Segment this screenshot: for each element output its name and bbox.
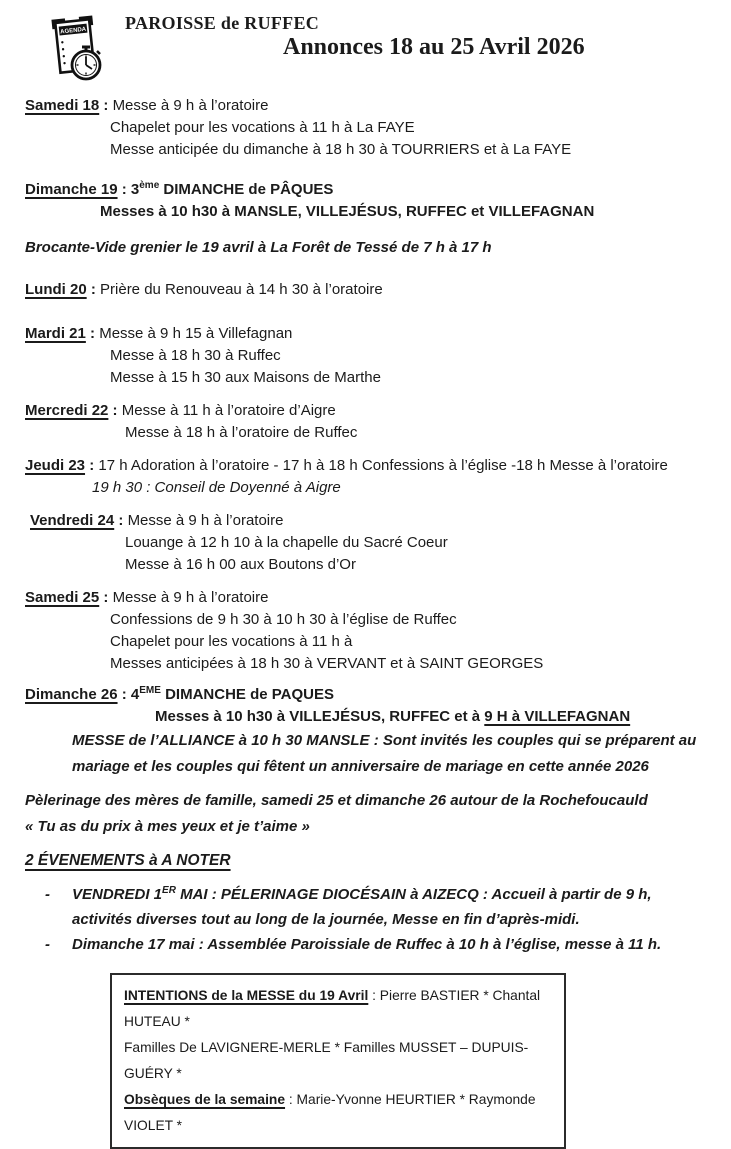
event-line: Messe à 18 h 30 à Ruffec [110, 347, 281, 364]
intentions-label: INTENTIONS de la MESSE du 19 Avril [124, 988, 369, 1003]
entry-line [25, 323, 706, 345]
day-label: Dimanche 19 [25, 181, 118, 198]
agenda-icon-label: AGENDA [59, 26, 87, 36]
page-title: Annonces 18 au 25 Avril 2026 [283, 34, 585, 60]
event-line: Confessions de 9 h 30 à 10 h 30 à l’église de Ruffec [110, 611, 457, 628]
entry-line [25, 510, 706, 532]
event-line: 19 h 30 : Conseil de Doyenné à Aigre [92, 479, 341, 496]
event-item [25, 882, 706, 932]
event-text: MAI : PÉLERINAGE DIOCÉSAIN à AIZECQ : Accueil à partir de 9 h, [175, 886, 652, 903]
parish-name: PAROISSE de RUFFEC [125, 13, 320, 33]
event-line: Messes à 10 h30 à MANSLE, VILLEJÉSUS, RUFFEC et VILLEFAGNAN [100, 203, 595, 220]
separator: : [117, 686, 131, 703]
ordinal-suffix: ER [162, 885, 176, 896]
separator: : [99, 589, 113, 606]
day-label: Vendredi 24 [30, 512, 115, 529]
event-line: Louange à 12 h 10 à la chapelle du Sacré Coeur [125, 534, 448, 551]
highlighted-time-place: 9 H à VILLEFAGNAN [484, 708, 631, 725]
event-line: Messes anticipées à 18 h 30 à VERVANT et à SAINT GEORGES [110, 655, 544, 672]
entry-dimanche-26 [25, 684, 706, 780]
event-text: VENDREDI 1 [72, 886, 163, 903]
event-item-line: activités diverses tout au long de la journée, Messe en fin d’après-midi. [72, 911, 580, 928]
entry-line [25, 455, 706, 477]
intentions-line [124, 983, 552, 1035]
entry-line [25, 400, 706, 422]
event-line: Messe à 16 h 00 aux Boutons d’Or [125, 556, 356, 573]
event-text: Messe à 11 h à l’oratoire d’Aigre [121, 402, 336, 419]
separator: : [85, 457, 99, 474]
event-text: DIMANCHE de PÂQUES [159, 181, 334, 198]
brocante-note: Brocante-Vide grenier le 19 avril à La Forêt de Tessé de 7 h à 17 h [25, 239, 492, 256]
bullet-dash: - [45, 886, 50, 903]
event-text: Prière du Renouveau à 14 h 30 à l’oratoire [100, 281, 383, 298]
separator: : [86, 281, 101, 298]
intentions-names: : Pierre BASTIER * Chantal HUTEAU * [124, 988, 541, 1029]
event-text: Messe à 9 h 15 à Villefagnan [99, 325, 293, 342]
ordinal-suffix: ème [139, 180, 160, 191]
entry-line [25, 587, 706, 609]
day-label: Jeudi 23 [25, 457, 86, 474]
alliance-note-line: MESSE de l’ALLIANCE à 10 h 30 MANSLE : Sont invités les couples qui se préparent au [72, 732, 697, 749]
event-text: Messe à 9 h à l’oratoire [112, 589, 269, 606]
day-label: Mardi 21 [25, 325, 86, 342]
separator: : [85, 325, 100, 342]
separator: : [117, 181, 131, 198]
document-header [25, 12, 706, 95]
event-text: Messe à 9 h à l’oratoire [112, 97, 269, 114]
event-line: Messe anticipée du dimanche à 18 h 30 à TOURRIERS et à La FAYE [110, 141, 572, 158]
pelerinage-note [25, 788, 706, 840]
alliance-note-line: mariage et les couples qui fêtent un anniversaire de mariage en cette année 2026 [72, 758, 649, 775]
separator: : [108, 402, 122, 419]
event-line: Chapelet pour les vocations à 11 h à [110, 633, 353, 650]
ordinal-suffix: EME [139, 685, 161, 696]
event-item [25, 932, 706, 957]
intentions-line [124, 1087, 552, 1139]
event-text: Messes à 10 h30 à VILLEJÉSUS, RUFFEC et à [155, 708, 485, 725]
entry-samedi-25 [25, 587, 706, 675]
event-text: 3 [130, 181, 140, 198]
entry-dimanche-19 [25, 179, 706, 223]
day-label: Dimanche 26 [25, 686, 118, 703]
event-line: Messe à 18 h à l’oratoire de Ruffec [125, 424, 358, 441]
day-label: Lundi 20 [25, 281, 87, 298]
entry-line [25, 279, 706, 301]
intentions-box [110, 973, 566, 1149]
bullet-dash: - [45, 936, 50, 953]
event-line: Messe à 15 h 30 aux Maisons de Marthe [110, 369, 381, 386]
event-text: 4 [130, 686, 140, 703]
pelerinage-quote: « Tu as du prix à mes yeux et je t’aime » [25, 818, 310, 835]
separator: : [114, 512, 128, 529]
event-text: 17 h Adoration à l’oratoire - 17 h à 18 h Confessions à l’église -18 h Messe à l’oratoire [98, 457, 668, 474]
event-item-text [72, 882, 706, 932]
event-item-text [72, 932, 706, 957]
event-item-line [72, 882, 706, 907]
event-item-line: Dimanche 17 mai : Assemblée Paroissiale de Ruffec à 10 h à l’église, messe à 11 h. [72, 936, 662, 953]
agenda-clock-icon [45, 14, 107, 84]
events-title: 2 ÉVENEMENTS à A NOTER [25, 852, 231, 869]
pelerinage-line: Pèlerinage des mères de famille, samedi 25 et dimanche 26 autour de la Rochefoucauld [25, 792, 648, 809]
day-label: Samedi 25 [25, 589, 100, 606]
events-section [25, 850, 706, 957]
entry-mercredi-22 [25, 400, 706, 444]
entry-line [25, 684, 706, 706]
event-line [25, 706, 706, 728]
separator: : [99, 97, 113, 114]
entry-vendredi-24 [25, 510, 706, 576]
entry-samedi-18 [25, 95, 706, 161]
entry-lundi-20 [25, 279, 706, 301]
entry-mardi-21 [25, 323, 706, 389]
obseques-names: : Marie-Yvonne HEURTIER * Raymonde VIOLET * [124, 1092, 536, 1133]
event-text: Messe à 9 h à l’oratoire [127, 512, 284, 529]
entry-line [25, 95, 706, 117]
intentions-line: Familles De LAVIGNERE-MERLE * Familles MUSSET – DUPUIS- GUÉRY * [124, 1040, 529, 1081]
entry-jeudi-23 [25, 455, 706, 499]
obseques-label: Obsèques de la semaine [124, 1092, 286, 1107]
event-line: Chapelet pour les vocations à 11 h à La FAYE [110, 119, 415, 136]
event-text: DIMANCHE de PAQUES [160, 686, 334, 703]
day-label: Samedi 18 [25, 97, 100, 114]
entry-line [25, 179, 706, 201]
day-label: Mercredi 22 [25, 402, 109, 419]
